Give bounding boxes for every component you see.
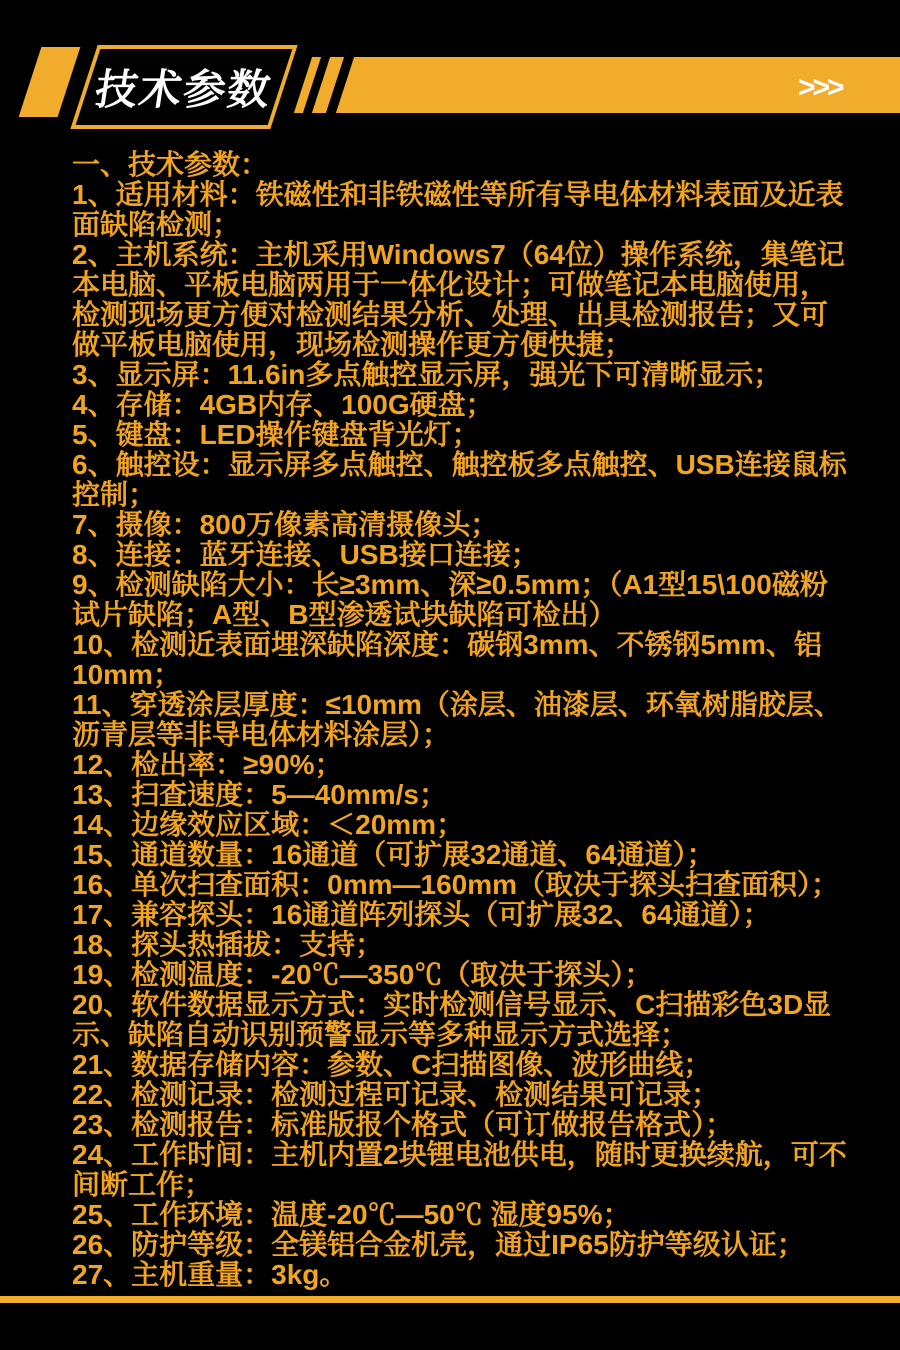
spec-item: 24、工作时间：主机内置2块锂电池供电，随时更换续航，可不间断工作；: [72, 1139, 847, 1200]
title-plate: [70, 45, 297, 129]
spec-item: 22、检测记录：检测过程可记录、检测结果可记录；: [72, 1079, 720, 1110]
decor-parallelogram: [19, 47, 81, 117]
spec-item: 17、兼容探头：16通道阵列探头（可扩展32、64通道）；: [72, 899, 771, 930]
specs-list: [72, 150, 852, 1290]
spec-item: 13、扫查速度：5—40mm/s；: [72, 779, 448, 810]
spec-item: 9、检测缺陷大小：长≥3mm、深≥0.5mm；（A1型15\100磁粉试片缺陷；A型、B型渗透试块缺陷可检出）: [72, 569, 828, 630]
spec-item: 21、数据存储内容：参数、C扫描图像、波形曲线；: [72, 1049, 712, 1080]
page-title: 技术参数: [92, 66, 276, 113]
spec-item: 10、检测近表面埋深缺陷深度：碳钢3mm、不锈钢5mm、铝10mm；: [72, 629, 822, 690]
spec-item: 8、连接：蓝牙连接、USB接口连接；: [72, 539, 539, 570]
spec-item: 14、边缘效应区域：＜20mm；: [72, 809, 465, 840]
spec-item: 27、主机重量：3kg。: [72, 1259, 348, 1290]
chevrons-right-icon: >>>: [798, 71, 842, 104]
spec-item: 11、穿透涂层厚度：≤10mm（涂层、油漆层、环氧树脂胶层、沥青层等非导电体材料涂层）；: [72, 689, 842, 750]
spec-item: 6、触控设：显示屏多点触控、触控板多点触控、USB连接鼠标控制；: [72, 449, 847, 510]
footer-rule: [0, 1296, 900, 1303]
spec-item: 7、摄像：800万像素高清摄像头；: [72, 509, 499, 540]
spec-item: 3、显示屏：11.6in多点触控显示屏，强光下可清晰显示；: [72, 359, 782, 390]
spec-item: 2、主机系统：主机采用Windows7（64位）操作系统，集笔记本电脑、平板电脑两用于一体化设计；可做笔记本电脑使用，检测现场更方便对检测结果分析、处理、出具检测报告；又可做平板电脑使用，现场检测操作更方便快捷；: [72, 239, 845, 360]
spec-item: 1、适用材料：铁磁性和非铁磁性等所有导电体材料表面及近表面缺陷检测；: [72, 179, 844, 240]
spec-item: 18、探头热插拔：支持；: [72, 929, 384, 960]
spec-item: 12、检出率：≥90%；: [72, 749, 343, 780]
spec-item: 19、检测温度：-20℃—350℃（取决于探头）；: [72, 959, 653, 990]
spec-item: 20、软件数据显示方式：实时检测信号显示、C扫描彩色3D显示、缺陷自动识别预警显示等多种显示方式选择；: [72, 989, 832, 1050]
spec-item: 23、检测报告：标准版报个格式（可订做报告格式）；: [72, 1109, 734, 1140]
spec-item: 15、通道数量：16通道（可扩展32通道、64通道）；: [72, 839, 715, 870]
spec-item: 25、工作环境：温度-20℃—50℃ 湿度95%；: [72, 1199, 631, 1230]
spec-item: 5、键盘：LED操作键盘背光灯；: [72, 419, 480, 450]
spec-item: 4、存储：4GB内存、100G硬盘；: [72, 389, 494, 420]
specs-heading: 一、技术参数：: [72, 149, 269, 180]
spec-item: 26、防护等级：全镁铝合金机壳，通过IP65防护等级认证；: [72, 1229, 805, 1260]
spec-item: 16、单次扫查面积：0mm—160mm（取决于探头扫查面积）；: [72, 869, 840, 900]
